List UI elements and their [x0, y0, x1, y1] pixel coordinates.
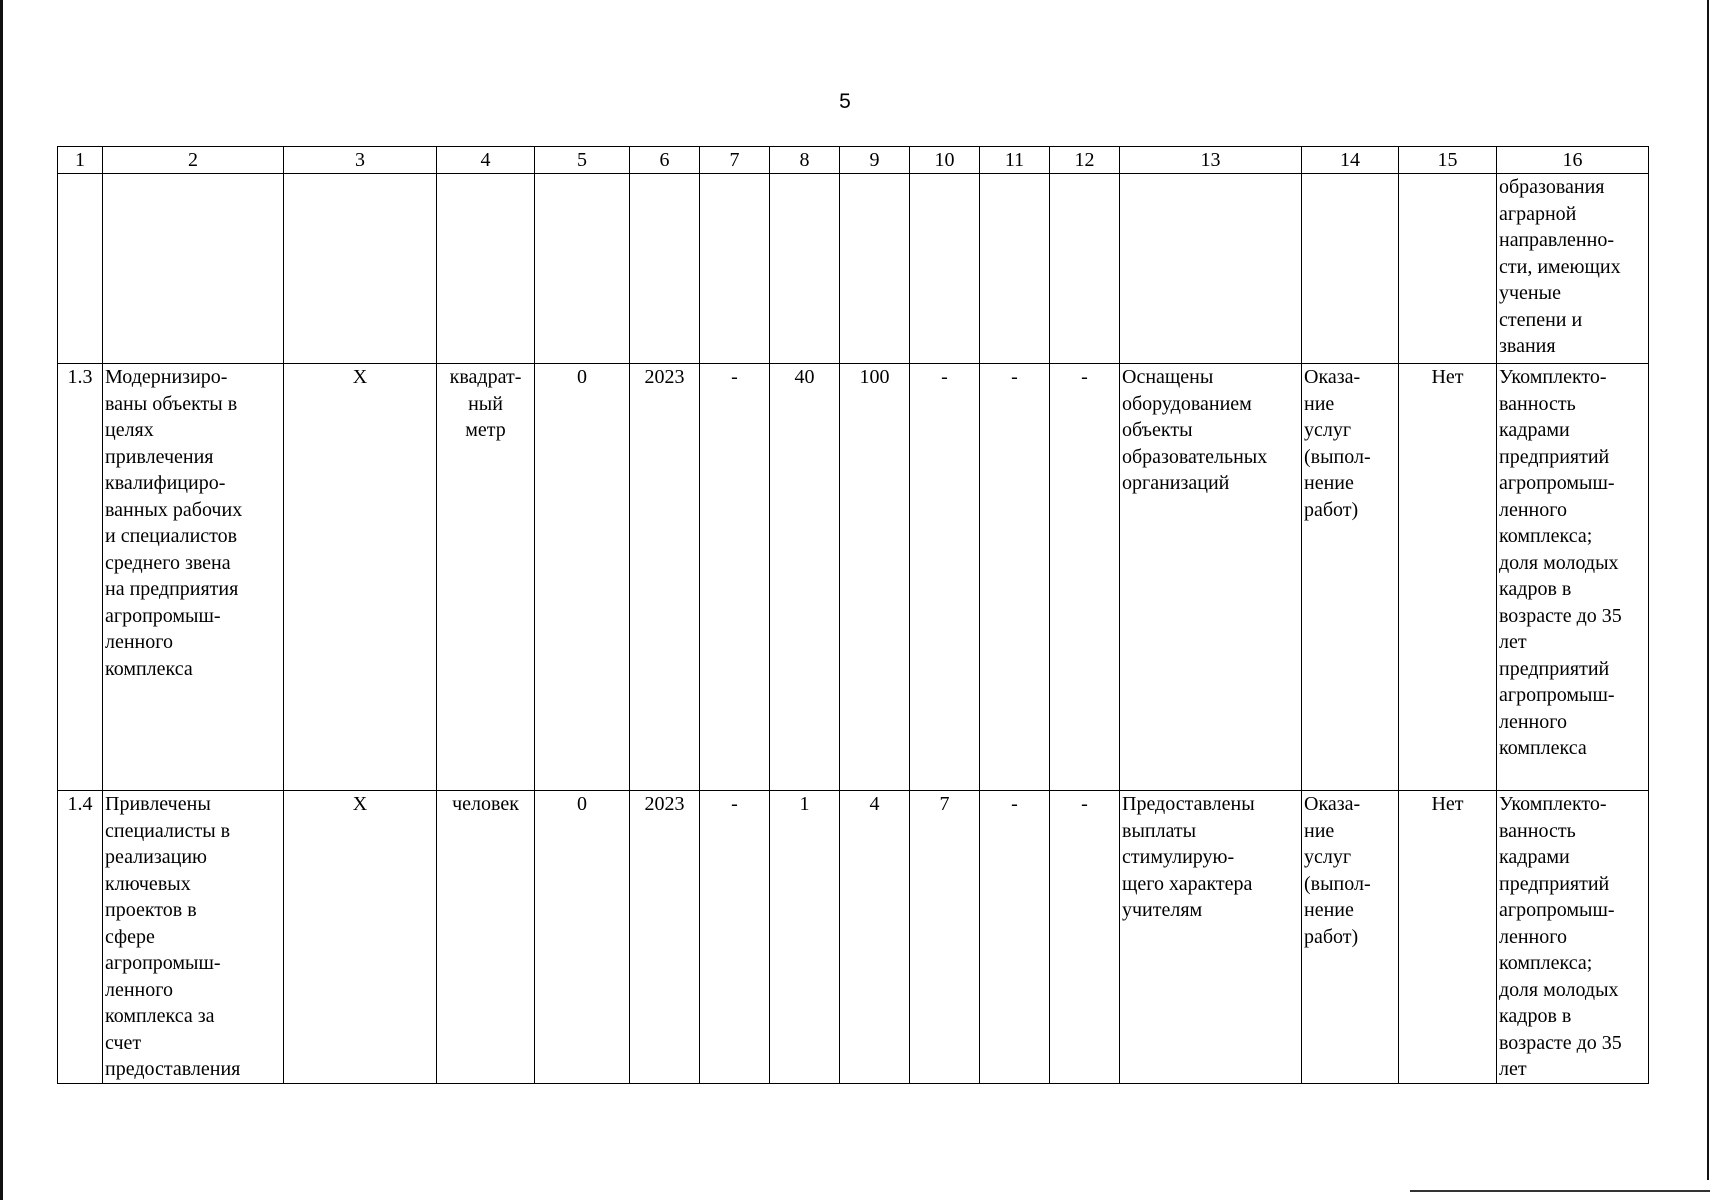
cell-col5: 0: [535, 364, 630, 791]
cell-col6: [630, 174, 700, 364]
cell-col11: -: [980, 364, 1050, 791]
cell-col15: Нет: [1399, 364, 1497, 791]
cell-col8: 40: [770, 364, 840, 791]
column-header-14: 14: [1302, 147, 1399, 174]
table-row-1-4: [58, 791, 1649, 1084]
page-number: 5: [839, 90, 851, 113]
cell-col16: Укомплекто- ванность кадрами предприятий агропромыш- ленного комплекса; доля молодых кадров в возрасте до 35 лет предприятий агропромыш- ленного комплекса: [1497, 364, 1649, 791]
header-row: [58, 147, 1649, 174]
cell-number: 1.4: [58, 791, 103, 1084]
cell-col10: 7: [910, 791, 980, 1084]
cell-col15: [1399, 174, 1497, 364]
cell-col13: Предоставлены выплаты стимулирую- щего характера учителям: [1120, 791, 1302, 1084]
cell-col16: образования аграрной направленно- сти, имеющих ученые степени и звания: [1497, 174, 1649, 364]
scan-border-right: [1707, 0, 1709, 1180]
cell-col14: [1302, 174, 1399, 364]
column-header-15: 15: [1399, 147, 1497, 174]
cell-col9: 4: [840, 791, 910, 1084]
cell-col12: -: [1050, 364, 1120, 791]
scan-border-left: [0, 0, 3, 1200]
cell-name: Модернизиро- ваны объекты в целях привлечения квалифициро- ванных рабочих и специалистов среднего звена на предприятия агропромыш- ленного комплекса: [103, 364, 284, 791]
column-header-10: 10: [910, 147, 980, 174]
cell-col13: Оснащены оборудованием объекты образовательных организаций: [1120, 364, 1302, 791]
cell-col10: -: [910, 364, 980, 791]
cell-unit: человек: [437, 791, 535, 1084]
table-row-continuation: [58, 174, 1649, 364]
cell-number: [58, 174, 103, 364]
column-header-11: 11: [980, 147, 1050, 174]
column-header-8: 8: [770, 147, 840, 174]
cell-col7: [700, 174, 770, 364]
cell-col7: -: [700, 364, 770, 791]
column-header-5: 5: [535, 147, 630, 174]
scan-border-bottom: [1410, 1190, 1710, 1192]
cell-name: [103, 174, 284, 364]
cell-col14: Оказа- ние услуг (выпол- нение работ): [1302, 364, 1399, 791]
cell-col16: Укомплекто- ванность кадрами предприятий агропромыш- ленного комплекса; доля молодых кадров в возрасте до 35 лет: [1497, 791, 1649, 1084]
column-header-1: 1: [58, 147, 103, 174]
table-row-1-3: [58, 364, 1649, 791]
column-header-7: 7: [700, 147, 770, 174]
cell-unit: квадрат- ный метр: [437, 364, 535, 791]
column-header-3: 3: [284, 147, 437, 174]
column-header-9: 9: [840, 147, 910, 174]
cell-col9: 100: [840, 364, 910, 791]
cell-col6: 2023: [630, 364, 700, 791]
cell-col9: [840, 174, 910, 364]
cell-col8: [770, 174, 840, 364]
column-header-12: 12: [1050, 147, 1120, 174]
cell-col3: [284, 174, 437, 364]
data-table: [57, 146, 1649, 1084]
cell-col3: X: [284, 791, 437, 1084]
cell-col12: -: [1050, 791, 1120, 1084]
cell-name: Привлечены специалисты в реализацию ключевых проектов в сфере агропромыш- ленного комплекса за счет предоставления: [103, 791, 284, 1084]
column-header-6: 6: [630, 147, 700, 174]
cell-col5: 0: [535, 791, 630, 1084]
cell-col13: [1120, 174, 1302, 364]
column-header-16: 16: [1497, 147, 1649, 174]
cell-col14: Оказа- ние услуг (выпол- нение работ): [1302, 791, 1399, 1084]
cell-col12: [1050, 174, 1120, 364]
cell-col5: [535, 174, 630, 364]
cell-unit: [437, 174, 535, 364]
cell-col15: Нет: [1399, 791, 1497, 1084]
cell-col7: -: [700, 791, 770, 1084]
column-header-13: 13: [1120, 147, 1302, 174]
cell-col3: X: [284, 364, 437, 791]
cell-col11: -: [980, 791, 1050, 1084]
column-header-4: 4: [437, 147, 535, 174]
cell-col11: [980, 174, 1050, 364]
cell-col10: [910, 174, 980, 364]
cell-number: 1.3: [58, 364, 103, 791]
column-header-2: 2: [103, 147, 284, 174]
cell-col8: 1: [770, 791, 840, 1084]
cell-col6: 2023: [630, 791, 700, 1084]
